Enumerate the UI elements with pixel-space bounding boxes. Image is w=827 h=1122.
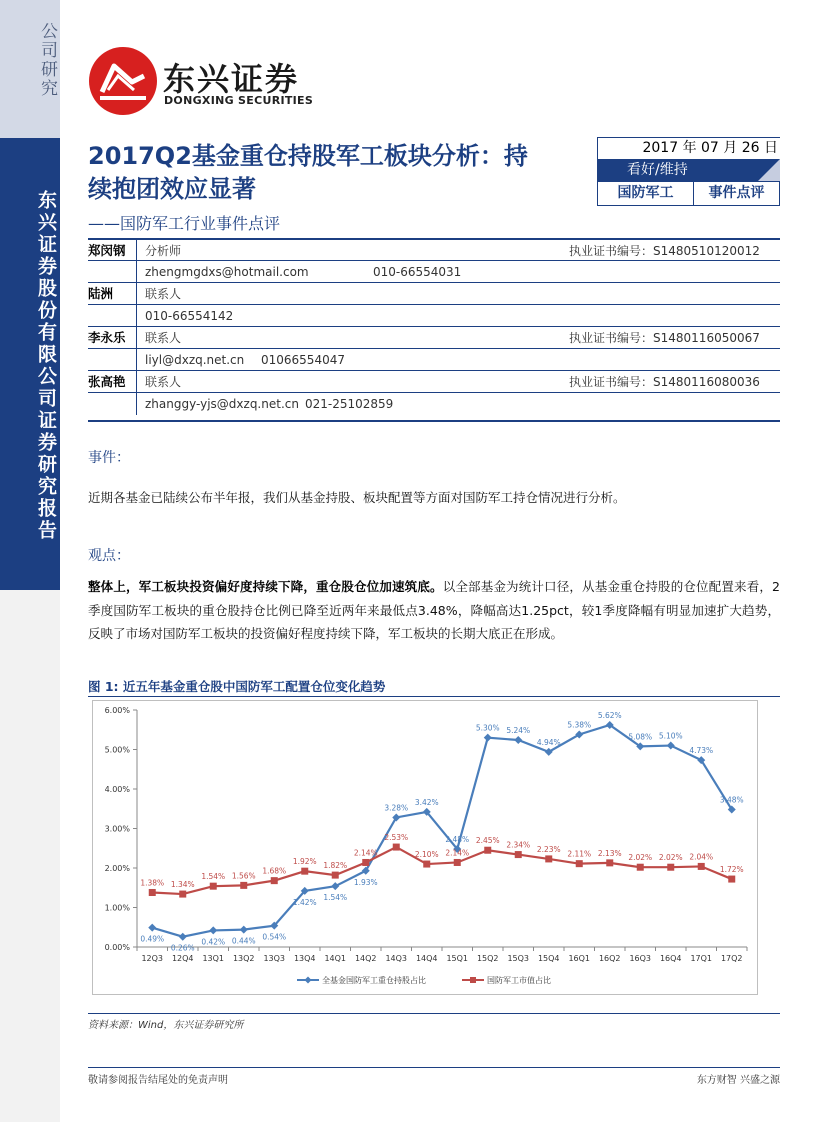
analyst-name: 郑闵钢 xyxy=(88,243,126,258)
analyst-contact-row xyxy=(88,260,780,282)
analyst-table-bottom-rule xyxy=(88,420,780,422)
footer-slogan: 东方财智 兴盛之源 xyxy=(696,1075,780,1086)
data-label: 2.48% xyxy=(445,835,470,845)
data-label: 2.02% xyxy=(628,853,653,863)
series-2-marker xyxy=(210,883,217,890)
analyst-email[interactable]: zhengmgdxs@hotmail.com xyxy=(145,265,309,279)
analyst-role: 联系人 xyxy=(145,331,182,345)
data-label: 5.38% xyxy=(567,720,592,730)
data-label: 2.10% xyxy=(414,850,439,860)
x-tick-label: 13Q2 xyxy=(232,954,255,963)
analyst-contact-row xyxy=(88,304,780,326)
y-tick-label: 0.00% xyxy=(104,943,130,952)
figure-source: 资料来源：Wind，东兴证券研究所 xyxy=(88,1020,244,1031)
x-tick-label: 17Q1 xyxy=(690,954,713,963)
series-2-marker xyxy=(728,876,735,883)
series-2-marker xyxy=(393,844,400,851)
x-tick-label: 15Q2 xyxy=(476,954,499,963)
series-1-marker xyxy=(209,926,217,934)
report-subtitle: ——国防军工行业事件点评 xyxy=(88,214,281,233)
data-label: 2.02% xyxy=(658,853,683,863)
analyst-name: 张高艳 xyxy=(88,374,126,389)
analyst-phone: 01066554047 xyxy=(261,353,345,367)
data-label: 1.34% xyxy=(170,880,195,890)
data-label: 2.23% xyxy=(536,844,561,854)
x-tick-label: 12Q3 xyxy=(141,954,164,963)
x-tick-label: 15Q3 xyxy=(507,954,530,963)
data-label: 5.08% xyxy=(628,732,653,742)
data-label: 2.13% xyxy=(597,848,622,858)
x-tick-label: 16Q2 xyxy=(598,954,621,963)
x-tick-label: 16Q4 xyxy=(659,954,682,963)
data-label: 1.72% xyxy=(719,865,744,875)
analyst-cert: 执业证书编号：S1480116050067 xyxy=(569,331,760,345)
data-label: 2.34% xyxy=(506,840,531,850)
x-tick-label: 13Q1 xyxy=(202,954,225,963)
legend-label: 全基金国防军工重仓持股占比 xyxy=(322,976,426,985)
series-2-marker xyxy=(698,863,705,870)
x-tick-label: 13Q3 xyxy=(263,954,286,963)
y-tick-label: 2.00% xyxy=(104,864,130,873)
x-tick-label: 13Q4 xyxy=(293,954,316,963)
analyst-name: 李永乐 xyxy=(88,330,126,345)
x-tick-label: 14Q3 xyxy=(385,954,408,963)
sector-label: 国防军工 xyxy=(597,181,694,206)
data-label: 2.14% xyxy=(445,848,470,858)
y-tick-label: 6.00% xyxy=(104,706,130,715)
y-tick-label: 1.00% xyxy=(104,903,130,913)
x-tick-label: 15Q1 xyxy=(446,954,469,963)
legend-marker xyxy=(470,977,476,983)
view-paragraph xyxy=(88,575,780,646)
data-label: 2.04% xyxy=(689,852,714,862)
analyst-role: 联系人 xyxy=(145,287,182,301)
data-label: 0.26% xyxy=(170,943,195,953)
x-tick-label: 15Q4 xyxy=(537,954,560,963)
series-2-marker xyxy=(637,864,644,871)
series-2-marker xyxy=(240,882,247,889)
data-label: 2.45% xyxy=(475,836,500,846)
series-2-marker xyxy=(454,859,461,866)
data-label: 3.28% xyxy=(384,803,409,813)
series-1-marker xyxy=(514,736,522,744)
data-label: 0.49% xyxy=(140,934,165,944)
figure-title: 图 1: 近五年基金重仓股中国防军工配置仓位变化趋势 xyxy=(88,679,386,694)
rating-triangle xyxy=(758,159,780,181)
y-tick-label: 4.00% xyxy=(104,785,130,794)
event-heading: 事件： xyxy=(88,450,130,466)
report-type: 事件点评 xyxy=(694,181,780,206)
data-label: 0.44% xyxy=(231,936,256,946)
company-name-vertical: 东兴证券股份有限公司证券研究报告 xyxy=(35,190,57,542)
series-2-marker xyxy=(362,859,369,866)
series-2-marker xyxy=(179,891,186,898)
series-1-marker xyxy=(667,742,675,750)
view-bold: 整体上，军工板块投资偏好度持续下降，重仓股仓位加速筑底。 xyxy=(88,579,443,594)
analyst-cert: 执业证书编号：S1480510120012 xyxy=(569,244,760,258)
data-label: 0.54% xyxy=(262,932,287,942)
data-label: 1.42% xyxy=(292,897,317,907)
analyst-row xyxy=(88,238,780,260)
analyst-name: 陆洲 xyxy=(88,286,114,301)
data-label: 1.93% xyxy=(353,877,378,887)
analyst-email[interactable]: zhanggy-yjs@dxzq.net.cn xyxy=(145,397,299,411)
x-tick-label: 14Q1 xyxy=(324,954,347,963)
event-text: 近期各基金已陆续公布半年报，我们从基金持股、板块配置等方面对国防军工持仓情况进行分析。 xyxy=(88,490,626,505)
series-1-marker xyxy=(148,924,156,932)
analyst-table xyxy=(88,238,780,414)
x-tick-label: 14Q2 xyxy=(354,954,377,963)
series-line-1 xyxy=(152,725,732,937)
series-2-marker xyxy=(423,861,430,868)
analyst-row xyxy=(88,370,780,392)
data-label: 1.54% xyxy=(323,893,348,903)
series-2-marker xyxy=(301,868,308,875)
footer-rule xyxy=(88,1067,780,1068)
series-2-marker xyxy=(606,859,613,866)
data-label: 2.53% xyxy=(384,833,409,843)
footer-disclaimer: 敬请参阅报告结尾处的免责声明 xyxy=(88,1075,228,1086)
y-tick-label: 5.00% xyxy=(104,745,130,755)
data-label: 5.24% xyxy=(506,726,531,736)
data-label: 3.48% xyxy=(719,795,744,805)
x-tick-label: 17Q2 xyxy=(720,954,743,963)
y-tick-label: 3.00% xyxy=(104,824,130,834)
data-label: 1.56% xyxy=(231,871,256,881)
view-heading: 观点： xyxy=(88,548,130,564)
x-tick-label: 16Q3 xyxy=(629,954,652,963)
series-2-marker xyxy=(271,877,278,884)
analyst-email[interactable]: liyl@dxzq.net.cn xyxy=(145,353,245,367)
logo-text-en: DONGXING SECURITIES xyxy=(164,94,314,107)
series-2-marker xyxy=(149,889,156,896)
logo-text-cn: 东兴证券 xyxy=(163,60,300,98)
analyst-contact-row xyxy=(88,392,780,414)
analyst-row xyxy=(88,326,780,348)
logo-icon xyxy=(88,46,158,116)
source-rule xyxy=(88,1013,780,1014)
legend-label: 国防军工市值占比 xyxy=(487,976,551,985)
analyst-contact-row xyxy=(88,348,780,370)
report-date: 2017 年 07 月 26 日 xyxy=(597,137,780,159)
data-label: 2.11% xyxy=(567,849,592,859)
analyst-cert: 执业证书编号：S1480116080036 xyxy=(569,375,760,389)
series-1-marker xyxy=(179,933,187,941)
data-label: 4.73% xyxy=(689,746,714,756)
data-label: 2.14% xyxy=(353,848,378,858)
data-label: 5.62% xyxy=(597,711,622,721)
view-text: 以全部基金为统计口径，从基金重仓持股的仓位配置来看，2季度国防军工板块的重仓股持仓比例已降至近两年来最低点3.48%，降幅高达1.25pct，较1季度降幅有明显加速扩大趋势，反映了市场对国防军工板块的投资偏好程度持续下降，军工板块的长期大底正在形成。 xyxy=(88,579,780,641)
x-tick-label: 16Q1 xyxy=(568,954,591,963)
series-2-marker xyxy=(576,860,583,867)
analyst-row xyxy=(88,282,780,304)
series-2-marker xyxy=(332,872,339,879)
series-2-marker xyxy=(667,864,674,871)
rating: 看好/维持 xyxy=(597,159,780,181)
data-label: 1.54% xyxy=(201,872,226,882)
report-title: 2017Q2基金重仓持股军工板块分析：持续抱团效应显著 xyxy=(88,142,528,203)
analyst-phone: 010-66554142 xyxy=(145,309,234,323)
analyst-role: 分析师 xyxy=(145,244,182,258)
series-1-marker xyxy=(240,926,248,934)
line-chart xyxy=(92,700,758,995)
data-label: 0.42% xyxy=(201,937,226,947)
data-label: 1.38% xyxy=(140,878,165,888)
series-1-marker xyxy=(331,882,339,890)
analyst-role: 联系人 xyxy=(145,375,182,389)
series-2-marker xyxy=(515,851,522,858)
series-1-marker xyxy=(484,734,492,742)
data-label: 5.30% xyxy=(475,723,500,733)
analyst-phone: 010-66554031 xyxy=(373,265,462,279)
data-label: 1.92% xyxy=(292,857,317,867)
series-2-marker xyxy=(545,855,552,862)
figure-rule xyxy=(88,696,780,697)
data-label: 3.42% xyxy=(414,797,439,807)
data-label: 4.94% xyxy=(536,737,561,747)
report-category: 公司研究 xyxy=(37,22,57,98)
x-tick-label: 12Q4 xyxy=(171,954,194,963)
data-label: 5.10% xyxy=(658,731,683,741)
data-label: 1.82% xyxy=(323,861,348,871)
info-box xyxy=(597,137,780,206)
x-tick-label: 14Q4 xyxy=(415,954,438,963)
analyst-phone: 021-25102859 xyxy=(305,397,394,411)
data-label: 1.68% xyxy=(262,866,287,876)
series-2-marker xyxy=(484,847,491,854)
legend-marker xyxy=(305,977,312,984)
